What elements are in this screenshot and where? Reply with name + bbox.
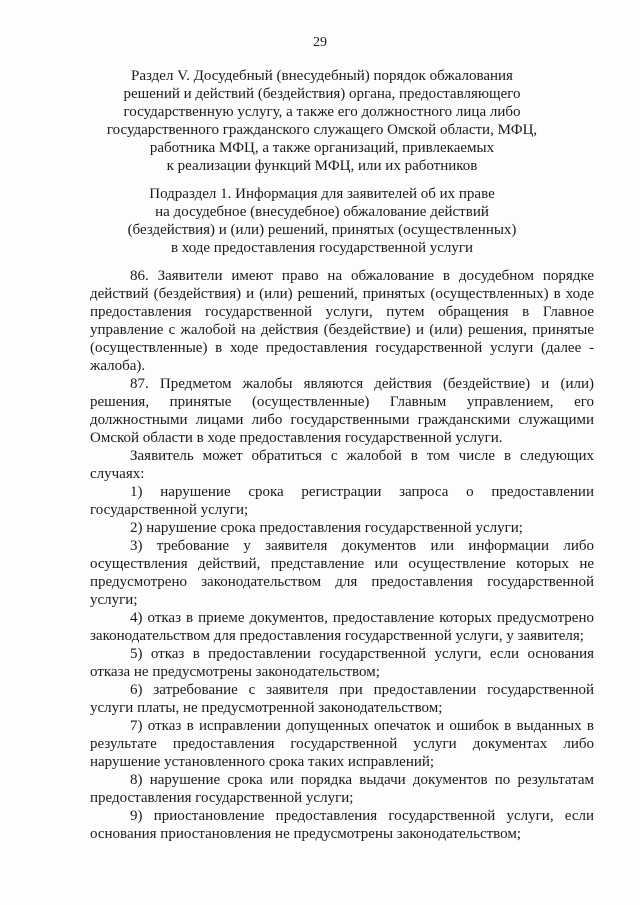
- list-item-9: 9) приостановление предоставления государственной услуги, если основания приостановления не предусмотрены законодательством;: [90, 808, 594, 842]
- section-title-line: государственного гражданского служащего Омской области, МФЦ,: [106, 122, 538, 138]
- section-title-line: решений и действий (бездействия) органа, предоставляющего: [123, 86, 521, 102]
- subsection-title: [90, 185, 554, 257]
- paragraph-cases-intro: Заявитель может обратиться с жалобой в том числе в следующих случаях:: [90, 448, 594, 482]
- list-item-8: 8) нарушение срока или порядка выдачи документов по результатам предоставления государственной услуги;: [90, 772, 594, 806]
- list-item-1: 1) нарушение срока регистрации запроса о предоставлении государственной услуги;: [90, 484, 594, 518]
- paragraph-87: 87. Предметом жалобы являются действия (бездействие) и (или) решения, принятые (осуществленные) Главным управлением, его должностными лицами либо государственными гражданскими служащими Омской области в ходе предоставления государственной услуги.: [90, 376, 594, 446]
- subsection-title-line: на досудебное (внесудебное) обжалование действий: [155, 204, 489, 220]
- subsection-title-line: (бездействия) и (или) решений, принятых (осуществленных): [127, 222, 517, 238]
- list-item-5: 5) отказ в предоставлении государственной услуги, если основания отказа не предусмотрены законодательством;: [90, 646, 594, 680]
- section-title-line: к реализации функций МФЦ, или их работников: [166, 158, 478, 174]
- subsection-title-line: Подраздел 1. Информация для заявителей об их праве: [149, 186, 495, 202]
- list-item-4: 4) отказ в приеме документов, предоставление которых предусмотрено законодательством для предоставления государственной услуги, у заявителя;: [90, 610, 594, 644]
- section-title-line: государственную услугу, а также его должностного лица либо: [123, 104, 521, 120]
- section-title-line: работника МФЦ, а также организаций, привлекаемых: [149, 140, 495, 156]
- section-title-line: Раздел V. Досудебный (внесудебный) порядок обжалования: [131, 68, 513, 84]
- paragraph-86: 86. Заявители имеют право на обжалование в досудебном порядке действий (бездействия) и (или) решений, принятых (осуществленных) в ходе предоставления государственной услуги, путем обращения в Главное управление с жалобой на действия (бездействие) и (или) решения, принятые (осуществленные) в ходе предоставления государственной услуги (далее - жалоба).: [90, 268, 594, 374]
- page-number: 29: [313, 35, 327, 50]
- list-item-6: 6) затребование с заявителя при предоставлении государственной услуги платы, не предусмотренной законодательством;: [90, 682, 594, 716]
- section-title: [90, 67, 554, 175]
- list-item-3: 3) требование у заявителя документов или информации либо осуществления действий, представление или осуществление которых не предусмотрено законодательством для предоставления государственной услуги;: [90, 538, 594, 608]
- document-body: [90, 267, 594, 843]
- list-item-7: 7) отказ в исправлении допущенных опечаток и ошибок в выданных в результате предоставления государственной услуги документах либо нарушение установленного срока таких исправлений;: [90, 718, 594, 770]
- list-item-2: 2) нарушение срока предоставления государственной услуги;: [130, 520, 523, 536]
- subsection-title-line: в ходе предоставления государственной услуги: [170, 240, 474, 256]
